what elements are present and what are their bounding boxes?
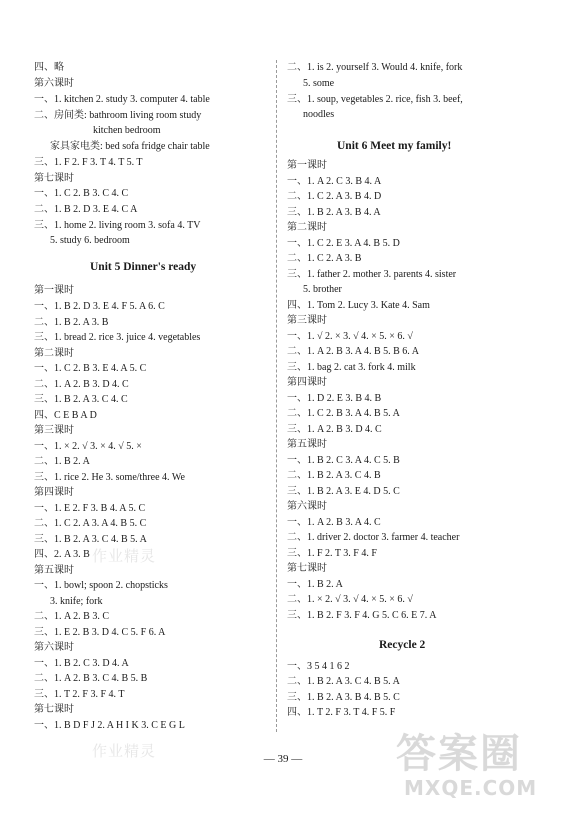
recycle2-heading: Recycle 2 [379, 639, 426, 651]
left-line: 四、C E B A D [34, 410, 97, 421]
right-line: 5. brother [303, 284, 342, 295]
watermark-faint-a: 作业精灵 [92, 547, 157, 565]
left-line: 第一课时 [34, 285, 74, 296]
unit5-heading: Unit 5 Dinner's ready [90, 261, 197, 273]
right-line: 第七课时 [287, 563, 327, 574]
right-line: 二、1. C 2. A 3. B 4. D [287, 191, 382, 202]
left-line: 第五课时 [34, 565, 74, 576]
right-line: 二、1. B 2. A 3. C 4. B 5. A [287, 676, 400, 687]
column-divider [276, 60, 277, 732]
left-line: 三、1. T 2. F 3. F 4. T [34, 689, 125, 700]
right-line: 三、1. F 2. T 3. F 4. F [287, 548, 377, 559]
right-line: 三、1. soup, vegetables 2. rice, fish 3. beef, [287, 94, 463, 105]
left-line: 一、1. B 2. D 3. E 4. F 5. A 6. C [34, 301, 165, 312]
watermark-logo: 答案圈 [396, 731, 522, 777]
right-line: 二、1. is 2. yourself 3. Would 4. knife, fork [287, 62, 463, 73]
right-line: 一、1. C 2. E 3. A 4. B 5. D [287, 238, 400, 249]
left-line: 一、1. B D F J 2. A H I K 3. C E G L [34, 720, 185, 731]
left-line: 二、1. C 2. A 3. A 4. B 5. C [34, 518, 147, 529]
left-line: 二、1. B 2. A 3. B [34, 317, 109, 328]
left-line: 第七课时 [34, 704, 74, 715]
right-line: 二、1. × 2. √ 3. √ 4. × 5. × 6. √ [287, 594, 413, 605]
left-line: 家具家电类: bed sofa fridge chair table [50, 141, 210, 152]
right-line: 三、1. B 2. A 3. E 4. D 5. C [287, 486, 400, 497]
right-line: 二、1. A 2. B 3. A 4. B 5. B 6. A [287, 346, 419, 357]
left-line: 第六课时 [34, 642, 74, 653]
left-line: 第四课时 [34, 487, 74, 498]
right-line: 一、1. A 2. B 3. A 4. C [287, 517, 381, 528]
left-line: 二、房间类: bathroom living room study [34, 110, 202, 121]
left-line: 3. knife; fork [50, 596, 103, 607]
unit6-heading: Unit 6 Meet my family! [337, 140, 452, 152]
right-line: 一、1. B 2. A [287, 579, 343, 590]
left-line: 三、1. rice 2. He 3. some/three 4. We [34, 472, 185, 483]
left-line: 二、1. A 2. B 3. C [34, 611, 110, 622]
left-line: 一、1. E 2. F 3. B 4. A 5. C [34, 503, 146, 514]
left-line: 一、1. C 2. B 3. E 4. A 5. C [34, 363, 147, 374]
left-line: 三、1. B 2. A 3. C 4. B 5. A [34, 534, 147, 545]
left-line: 四、2. A 3. B [34, 549, 90, 560]
left-line: 二、1. A 2. B 3. D 4. C [34, 379, 129, 390]
right-line: 第三课时 [287, 315, 327, 326]
left-line: 一、1. × 2. √ 3. × 4. √ 5. × [34, 441, 142, 452]
right-line: 一、1. √ 2. × 3. √ 4. × 5. × 6. √ [287, 331, 413, 342]
right-line: 三、1. B 2. A 3. B 4. B 5. C [287, 692, 400, 703]
right-line: noodles [303, 109, 335, 120]
right-line: 二、1. C 2. B 3. A 4. B 5. A [287, 408, 400, 419]
left-line: 一、1. kitchen 2. study 3. computer 4. table [34, 94, 210, 105]
right-line: 一、1. B 2. C 3. A 4. C 5. B [287, 455, 400, 466]
left-line: 第三课时 [34, 425, 74, 436]
left-line: 一、1. bowl; spoon 2. chopsticks [34, 580, 168, 591]
right-line: 三、1. B 2. A 3. B 4. A [287, 207, 381, 218]
right-line: 第二课时 [287, 222, 327, 233]
left-line: 一、1. C 2. B 3. C 4. C [34, 188, 129, 199]
left-line: 第二课时 [34, 348, 74, 359]
right-line: 第一课时 [287, 160, 327, 171]
right-line: 一、3 5 4 1 6 2 [287, 661, 350, 672]
right-line: 三、1. bag 2. cat 3. fork 4. milk [287, 362, 416, 373]
right-line: 四、1. T 2. F 3. T 4. F 5. F [287, 707, 396, 718]
left-line: 三、1. home 2. living room 3. sofa 4. TV [34, 220, 201, 231]
right-line: 第四课时 [287, 377, 327, 388]
left-line: 二、1. A 2. B 3. C 4. B 5. B [34, 673, 148, 684]
right-line: 三、1. A 2. B 3. D 4. C [287, 424, 382, 435]
left-line: 三、1. B 2. A 3. C 4. C [34, 394, 128, 405]
page-number: — 39 — [263, 753, 303, 765]
left-line: 三、1. F 2. F 3. T 4. T 5. T [34, 157, 143, 168]
right-line: 5. some [303, 78, 335, 89]
left-line: 四、略 [34, 62, 64, 73]
left-line: 5. study 6. bedroom [50, 235, 130, 246]
right-line: 二、1. C 2. A 3. B [287, 253, 362, 264]
left-line: kitchen bedroom [93, 125, 161, 136]
right-line: 一、1. D 2. E 3. B 4. B [287, 393, 382, 404]
right-line: 二、1. B 2. A 3. C 4. B [287, 470, 381, 481]
left-line: 二、1. B 2. D 3. E 4. C A [34, 204, 138, 215]
left-line: 第六课时 [34, 78, 74, 89]
right-line: 二、1. driver 2. doctor 3. farmer 4. teacher [287, 532, 460, 543]
left-line: 三、1. bread 2. rice 3. juice 4. vegetables [34, 332, 201, 343]
watermark-url: MXQE.COM [404, 776, 538, 800]
right-line: 第五课时 [287, 439, 327, 450]
left-line: 一、1. B 2. C 3. D 4. A [34, 658, 129, 669]
right-line: 三、1. father 2. mother 3. parents 4. sister [287, 269, 457, 280]
right-line: 四、1. Tom 2. Lucy 3. Kate 4. Sam [287, 300, 430, 311]
left-line: 三、1. E 2. B 3. D 4. C 5. F 6. A [34, 627, 166, 638]
left-line: 第七课时 [34, 173, 74, 184]
right-line: 三、1. B 2. F 3. F 4. G 5. C 6. E 7. A [287, 610, 437, 621]
right-line: 第六课时 [287, 501, 327, 512]
right-line: 一、1. A 2. C 3. B 4. A [287, 176, 382, 187]
watermark-faint-b: 作业精灵 [92, 742, 157, 760]
left-line: 二、1. B 2. A [34, 456, 90, 467]
